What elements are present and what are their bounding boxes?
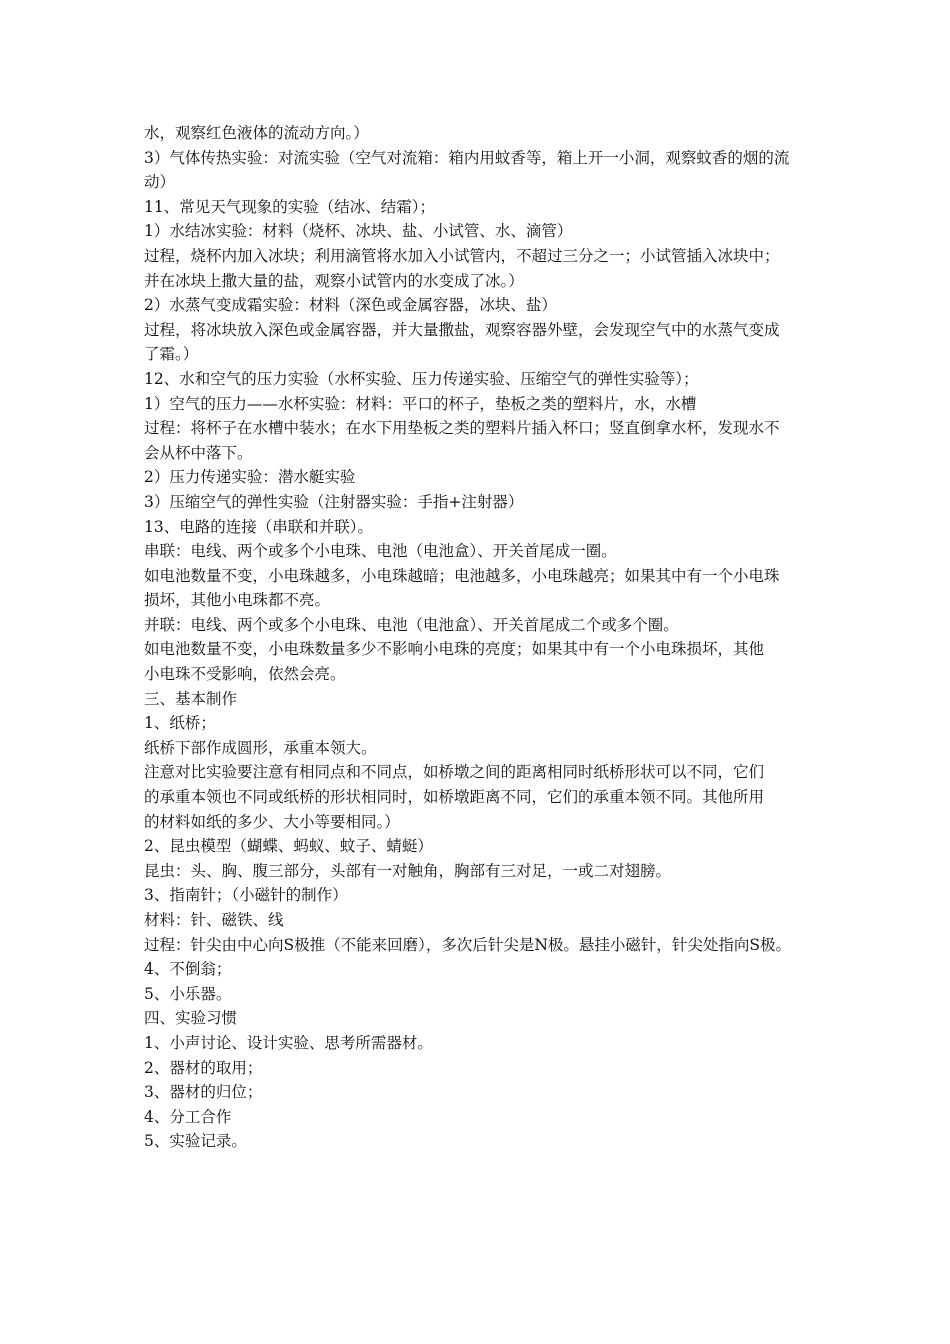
section-heading: 1、纸桥； — [144, 714, 216, 733]
text-line: 3）气体传热实验：对流实验（空气对流箱：箱内用蚊香等，箱上开一小洞，观察蚊香的烟的流 — [144, 148, 790, 167]
text-line: 的材料如纸的多少、大小等要相同。） — [144, 812, 400, 831]
text-line: 2）水蒸气变成霜实验：材料（深色或金属容器，冰块、盐） — [144, 296, 557, 315]
text-line: 1）水结冰实验：材料（烧杯、冰块、盐、小试管、水、滴管） — [144, 222, 573, 241]
text-line: 了霜。） — [144, 345, 199, 364]
list-item: 2、器材的取用； — [144, 1058, 263, 1077]
text-line: 过程：将杯子在水槽中装水；在水下用垫板之类的塑料片插入杯口；竖直倒拿水杯，发现水不 — [144, 419, 780, 438]
text-line: 动） — [144, 173, 176, 192]
text-line: 注意对比实验要注意有相同点和不同点，如桥墩之间的距离相同时纸桥形状可以不同，它们 — [144, 763, 765, 782]
text-line: 过程，烧杯内加入冰块；利用滴管将水加入小试管内，不超过三分之一；小试管插入冰块中； — [144, 246, 780, 265]
chapter-heading: 四、实验习惯 — [144, 1009, 238, 1028]
section-heading: 11、常见天气现象的实验（结冰、结霜）； — [144, 197, 435, 216]
section-heading: 12、水和空气的压力实验（水杯实验、压力传递实验、压缩空气的弹性实验等）； — [144, 369, 699, 388]
text-line: 会从杯中落下。 — [144, 443, 253, 462]
section-heading: 13、电路的连接（串联和并联）。 — [144, 517, 373, 536]
section-heading: 2、昆虫模型（蝴蝶、蚂蚁、蚊子、蜻蜓） — [144, 837, 433, 856]
list-item: 5、实验记录。 — [144, 1132, 247, 1151]
list-item: 4、分工合作 — [144, 1107, 232, 1126]
text-line: 过程：针尖由中心向S极推（不能来回磨），多次后针尖是N极。悬挂小磁针，针尖处指向S极。 — [144, 935, 792, 954]
section-heading: 3、指南针；（小磁针的制作） — [144, 886, 348, 905]
list-item: 3、器材的归位； — [144, 1083, 263, 1102]
document-body — [144, 121, 824, 1154]
text-line: 2）压力传递实验：潜水艇实验 — [144, 468, 356, 487]
text-line: 水，观察红色液体的流动方向。） — [144, 124, 369, 142]
text-line: 串联：电线、两个或多个小电珠、电池（电池盒）、开关首尾成一圈。 — [144, 542, 617, 561]
text-line: 如电池数量不变，小电珠越多，小电珠越暗；电池越多，小电珠越亮；如果其中有一个小电珠 — [144, 566, 780, 585]
text-line: 3）压缩空气的弹性实验（注射器实验：手指+注射器） — [144, 492, 524, 511]
text-line: 小电珠不受影响，依然会亮。 — [144, 665, 346, 684]
chapter-heading: 三、基本制作 — [144, 689, 238, 708]
section-heading: 5、小乐器。 — [144, 984, 232, 1003]
section-heading: 4、不倒翁； — [144, 960, 232, 979]
text-line: 昆虫：头、胸、腹三部分，头部有一对触角，胸部有三对足，一或二对翅膀。 — [144, 861, 672, 880]
text-line: 过程，将冰块放入深色或金属容器，并大量撒盐，观察容器外壁，会发现空气中的水蒸气变成 — [144, 320, 780, 339]
text-line: 1）空气的压力——水杯实验：材料：平口的杯子，垫板之类的塑料片，水，水槽 — [144, 394, 697, 413]
text-line: 并联：电线、两个或多个小电珠、电池（电池盒）、开关首尾成二个或多个圈。 — [144, 615, 679, 634]
text-line: 如电池数量不变，小电珠数量多少不影响小电珠的亮度；如果其中有一个小电珠损坏，其他 — [144, 640, 765, 659]
list-item: 1、小声讨论、设计实验、思考所需器材。 — [144, 1033, 433, 1052]
text-line: 纸桥下部作成圆形，承重本领大。 — [144, 738, 377, 757]
text-line: 并在冰块上撒大量的盐，观察小试管内的水变成了冰。） — [144, 271, 524, 290]
text-line: 损坏，其他小电珠都不亮。 — [144, 591, 331, 610]
text-line: 的承重本领也不同或纸桥的形状相同时，如桥墩距离不同，它们的承重本领不同。其他所用 — [144, 788, 765, 807]
text-line: 材料：针、磁铁、线 — [144, 911, 284, 929]
